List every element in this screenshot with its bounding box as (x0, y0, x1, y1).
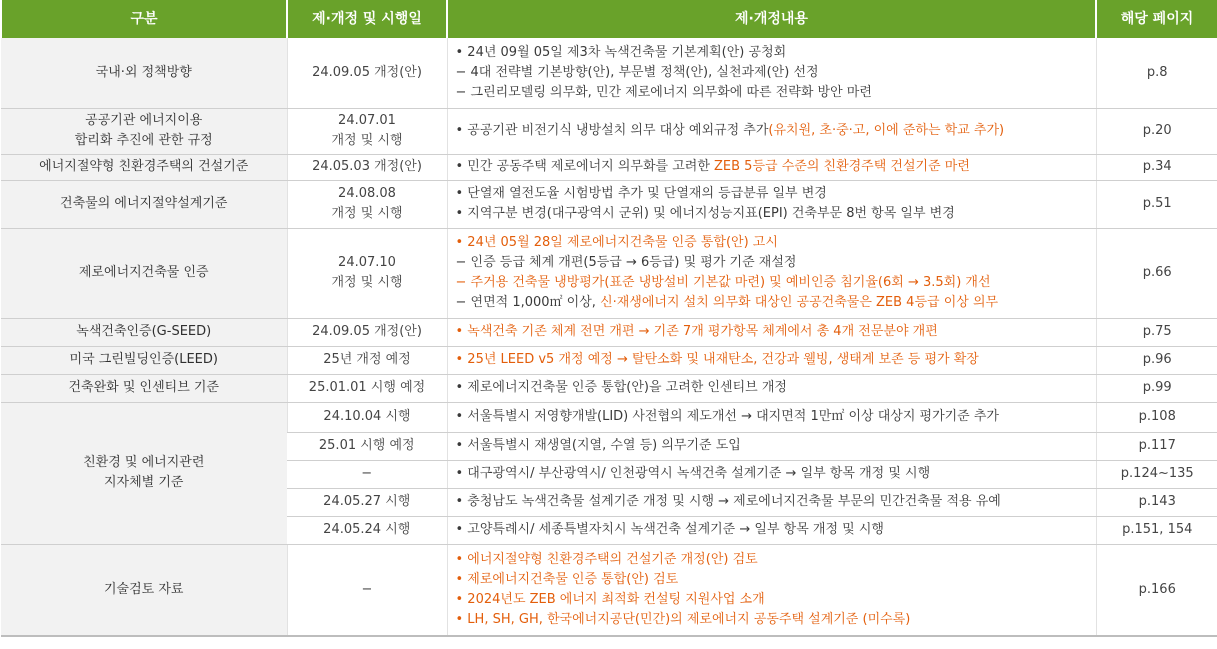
page-cell: p.166 (1096, 544, 1217, 636)
content-line (456, 570, 1090, 590)
content-cell (447, 544, 1096, 636)
content-text: • 충청남도 녹색건축물 설계기준 개정 및 시행 → 제로에너지건축물 부문의 민간건축물 적용 유예 (455, 494, 1001, 509)
content-text: • 단열재 열전도율 시험방법 추가 및 단열재의 등급분류 일부 변경 (455, 186, 827, 201)
date-cell: 24.05.03 개정(안) (287, 154, 447, 180)
content-text: • 공공기관 비전기식 냉방설치 의무 대상 예외규정 추가 (455, 123, 769, 138)
highlighted-text: • 2024년도 ZEB 에너지 최적화 컨설팅 지원사업 소개 (455, 591, 765, 607)
content-line (456, 233, 1090, 253)
header-date: 제·개정 및 시행일 (287, 0, 447, 37)
date-cell: − (287, 460, 447, 488)
table-row (1, 402, 1217, 432)
category-cell: 제로에너지건축물 인증 (1, 228, 287, 318)
highlighted-text: • 에너지절약형 친환경주택의 건설기준 개정(안) 검토 (455, 551, 758, 567)
content-line (456, 436, 1090, 456)
content-text: − 4대 전략별 기본방향(안), 부문별 정책(안), 실천과제(안) 선정 (455, 64, 819, 80)
date-cell: 24.05.27 시행 (287, 488, 447, 516)
date-cell: 24.09.05 개정(안) (287, 37, 447, 108)
page-cell: p.20 (1096, 108, 1217, 154)
category-cell: 미국 그린빌딩인증(LEED) (1, 346, 287, 374)
highlighted-text: 신·재생에너지 설치 의무화 대상인 공공건축물은 ZEB 4등급 이상 의무 (600, 295, 999, 310)
content-line (456, 293, 1090, 313)
category-cell: 공공기관 에너지이용 합리화 추진에 관한 규정 (1, 108, 287, 154)
page-cell: p.96 (1096, 346, 1217, 374)
content-cell (447, 374, 1096, 402)
content-line (456, 350, 1090, 370)
table-row (1, 374, 1217, 402)
content-line (456, 121, 1090, 141)
content-text: • 제로에너지건축물 인증 통합(안)을 고려한 인센티브 개정 (455, 380, 787, 395)
content-line (456, 550, 1090, 570)
content-line (456, 464, 1090, 484)
highlighted-text: ZEB 5등급 수준의 친환경주택 건설기준 마련 (714, 159, 970, 174)
header-content: 제·개정내용 (447, 0, 1096, 37)
table-row (1, 318, 1217, 346)
highlighted-text: • 24년 05월 28일 제로에너지건축물 인증 통합(안) 고시 (455, 235, 778, 250)
page-cell: p.117 (1096, 432, 1217, 460)
table-row (1, 346, 1217, 374)
content-text: • 민간 공동주택 제로에너지 의무화를 고려한 (455, 159, 715, 174)
content-text: • 서울특별시 재생열(지열, 수열 등) 의무기준 도입 (455, 438, 741, 453)
category-cell: 건축완화 및 인센티브 기준 (1, 374, 287, 402)
content-text: • 지역구분 변경(대구광역시 군위) 및 에너지성능지표(EPI) 건축부문 8번 항목 일부 변경 (455, 206, 955, 221)
category-cell: 국내·외 정책방향 (1, 37, 287, 108)
content-cell (447, 154, 1096, 180)
date-cell: 24.08.08 개정 및 시행 (287, 180, 447, 228)
content-cell (447, 346, 1096, 374)
content-line (456, 492, 1090, 512)
content-line (456, 273, 1090, 293)
content-line (456, 322, 1090, 342)
content-line (456, 43, 1090, 63)
content-line (456, 253, 1090, 273)
highlighted-text: • LH, SH, GH, 한국에너지공단(민간)의 제로에너지 공동주택 설계기준 (미수록) (455, 611, 911, 627)
category-cell: 기술검토 자료 (1, 544, 287, 636)
page-cell: p.8 (1096, 37, 1217, 108)
page-cell: p.143 (1096, 488, 1217, 516)
table-row (1, 154, 1217, 180)
content-cell (447, 180, 1096, 228)
content-cell (447, 488, 1096, 516)
page-cell: p.124~135 (1096, 460, 1217, 488)
content-line (456, 520, 1090, 540)
header-category: 구분 (1, 0, 287, 37)
header-page: 해당 페이지 (1096, 0, 1217, 37)
content-text: − 인증 등급 체계 개편(5등급 → 6등급) 및 평가 기준 재설정 (455, 255, 797, 270)
highlighted-text: − 주거용 건축물 냉방평가(표준 냉방설비 기본값 마련) 및 예비인증 침기율(6회 → 3.5회) 개선 (455, 275, 991, 290)
table-body (1, 37, 1217, 636)
content-text: • 고양특례시/ 세종특별자치시 녹색건축 설계기준 → 일부 항목 개정 및 시행 (455, 522, 884, 537)
category-cell: 녹색건축인증(G-SEED) (1, 318, 287, 346)
content-text: − 연면적 1,000㎡ 이상, (455, 295, 601, 310)
content-cell (447, 228, 1096, 318)
content-line (456, 590, 1090, 610)
content-cell (447, 318, 1096, 346)
page-cell: p.75 (1096, 318, 1217, 346)
page-cell: p.51 (1096, 180, 1217, 228)
content-text: − 그린리모델링 의무화, 민간 제로에너지 의무화에 따른 전략화 방안 마련 (455, 84, 872, 100)
content-cell (447, 402, 1096, 432)
content-text: • 24년 09월 05일 제3차 녹색건축물 기본계획(안) 공청회 (455, 44, 787, 60)
table-row (1, 180, 1217, 228)
table-header (1, 0, 1217, 37)
content-line (456, 157, 1090, 177)
page-cell: p.151, 154 (1096, 516, 1217, 544)
highlighted-text: • 제로에너지건축물 인증 통합(안) 검토 (455, 571, 679, 587)
table-row (1, 228, 1217, 318)
date-cell: 24.07.01 개정 및 시행 (287, 108, 447, 154)
date-cell: 24.07.10 개정 및 시행 (287, 228, 447, 318)
highlighted-text: (유치원, 초·중·고, 이에 준하는 학교 추가) (768, 123, 1005, 138)
page-cell: p.99 (1096, 374, 1217, 402)
date-cell: 24.05.24 시행 (287, 516, 447, 544)
category-cell: 건축물의 에너지절약설계기준 (1, 180, 287, 228)
highlighted-text: • 녹색건축 기존 체계 전면 개편 → 기존 7개 평가항목 체계에서 총 4개 전문분야 개편 (455, 324, 938, 339)
page-cell: p.108 (1096, 402, 1217, 432)
content-line (456, 378, 1090, 398)
table-row (1, 544, 1217, 636)
content-text: • 대구광역시/ 부산광역시/ 인천광역시 녹색건축 설계기준 → 일부 항목 개정 및 시행 (455, 466, 931, 481)
category-cell: 친환경 및 에너지관련 지자체별 기준 (1, 402, 287, 544)
content-line (456, 83, 1090, 103)
content-cell (447, 516, 1096, 544)
date-cell: 24.10.04 시행 (287, 402, 447, 432)
content-line (456, 407, 1090, 427)
content-line (456, 184, 1090, 204)
page-cell: p.66 (1096, 228, 1217, 318)
content-cell (447, 108, 1096, 154)
page-cell: p.34 (1096, 154, 1217, 180)
table-row (1, 37, 1217, 108)
content-line (456, 610, 1090, 630)
content-text: • 서울특별시 저영향개발(LID) 사전협의 제도개선 → 대지면적 1만㎡ 이상 대상지 평가기준 추가 (455, 409, 999, 424)
content-line (456, 204, 1090, 224)
date-cell: 25.01.01 시행 예정 (287, 374, 447, 402)
header-row (1, 0, 1217, 37)
date-cell: 24.09.05 개정(안) (287, 318, 447, 346)
date-cell: 25.01 시행 예정 (287, 432, 447, 460)
category-cell: 에너지절약형 친환경주택의 건설기준 (1, 154, 287, 180)
content-line (456, 63, 1090, 83)
highlighted-text: • 25년 LEED v5 개정 예정 → 탈탄소화 및 내재탄소, 건강과 웰빙, 생태계 보존 등 평가 확장 (455, 352, 979, 367)
table-row (1, 108, 1217, 154)
date-cell: − (287, 544, 447, 636)
content-cell (447, 37, 1096, 108)
content-cell (447, 432, 1096, 460)
content-cell (447, 460, 1096, 488)
date-cell: 25년 개정 예정 (287, 346, 447, 374)
